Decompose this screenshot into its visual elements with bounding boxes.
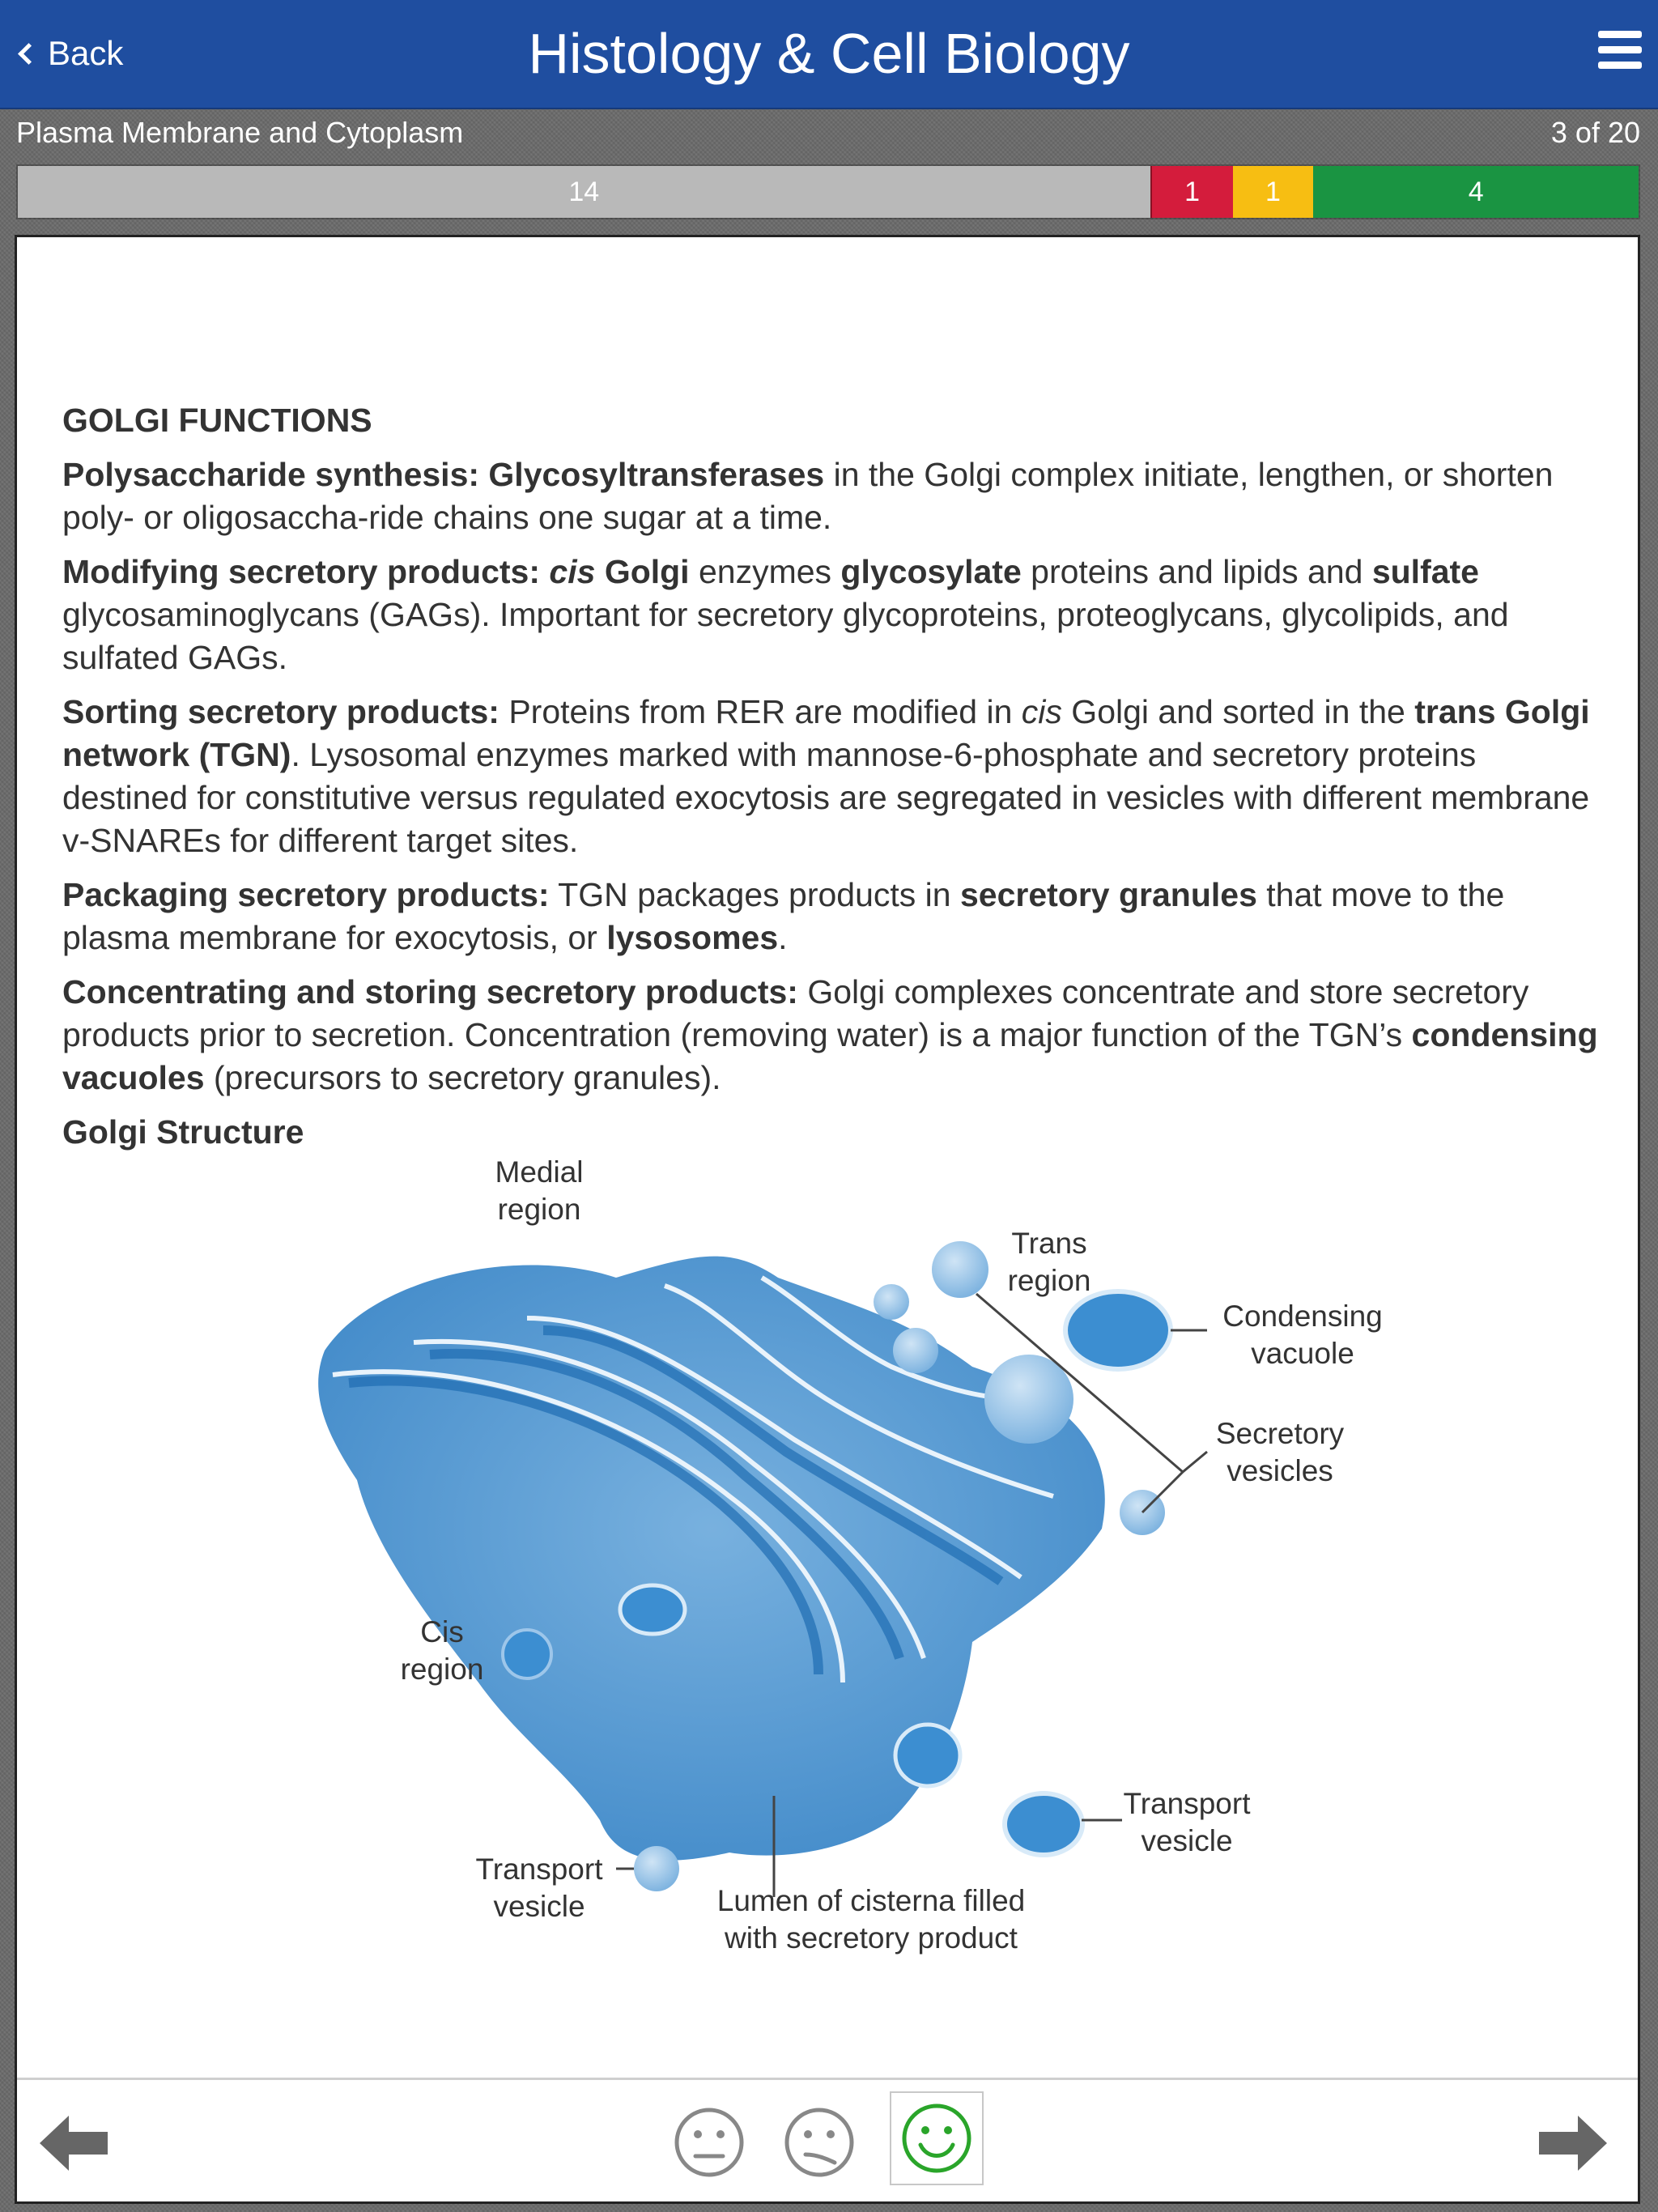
unsure-face-button[interactable]	[775, 2098, 864, 2187]
neutral-face-icon	[665, 2098, 754, 2187]
transport-vesicle-left	[634, 1846, 679, 1891]
arrow-right-icon	[1533, 2111, 1613, 2176]
condensing-vacuole	[1065, 1291, 1171, 1369]
medial-label: Medial	[495, 1156, 584, 1189]
cis-label-2: region	[400, 1653, 484, 1686]
term: Polysaccharide synthesis: Glycosyltransferases	[62, 456, 825, 493]
deck-info-bar	[0, 109, 1658, 158]
text: . Lysosomal enzymes marked with mannose-6-phosphate and secretory proteins destined for constitutive versus regulated exocytosis are segregated in vesicles with different membrane v-SNAREs for different target sites.	[62, 736, 1590, 859]
text: that move to the plasma membrane for exocytosis, or	[62, 876, 1505, 956]
back-label: Back	[48, 34, 124, 72]
neutral-face-button[interactable]	[665, 2098, 754, 2187]
progress-bar	[18, 166, 1639, 218]
cis-vesicle	[503, 1630, 551, 1678]
hamburger-icon-line	[1598, 46, 1642, 53]
previous-card-button[interactable]	[33, 2111, 114, 2176]
transport-left-label-2: vesicle	[493, 1890, 585, 1923]
card-content	[62, 399, 1601, 1165]
transport-right-label-2: vesicle	[1141, 1824, 1233, 1857]
term: Concentrating and storing secretory products:	[62, 973, 798, 1010]
vesicle	[932, 1241, 988, 1298]
text: (precursors to secretory granules).	[204, 1059, 721, 1096]
paragraph-sorting	[62, 691, 1601, 862]
back-button[interactable]	[15, 29, 123, 78]
vesicle	[620, 1585, 685, 1634]
term: Sorting secretory products:	[62, 693, 500, 730]
chevron-left-icon	[18, 43, 40, 65]
progress-correct: 4	[1313, 166, 1639, 218]
text: Proteins from RER are modified in	[499, 693, 1022, 730]
next-card-button[interactable]	[1533, 2111, 1613, 2176]
lumen-label: Lumen of cisterna filled	[716, 1884, 1026, 1917]
condensing-label-2: vacuole	[1251, 1337, 1354, 1370]
secretory-label: Secretory	[1215, 1417, 1345, 1450]
term: sulfate	[1371, 553, 1479, 590]
term: secretory granules	[959, 876, 1257, 913]
term: condensing vacuoles	[62, 1016, 1598, 1096]
hamburger-icon	[1598, 31, 1642, 38]
text: glycosaminoglycans (GAGs). Important for secretory glycoproteins, proteoglycans, glycolipids, and sulfated GAGs.	[62, 596, 1509, 676]
progress-wrong: 1	[1150, 166, 1233, 218]
card-counter: 3 of 20	[1550, 116, 1640, 149]
lumen-label-2: with secretory product	[725, 1921, 1018, 1955]
transport-left-label: Transport	[475, 1853, 603, 1886]
vesicle	[893, 1328, 938, 1373]
term: Golgi	[595, 553, 690, 590]
term: trans Golgi network (TGN)	[62, 693, 1590, 773]
paragraph-concentrating	[62, 971, 1601, 1100]
trans-label-2: region	[1007, 1264, 1091, 1297]
top-navigation-bar	[0, 0, 1658, 109]
golgi-illustration	[276, 1156, 1458, 1966]
transport-vesicle	[1005, 1793, 1082, 1855]
paragraph-packaging	[62, 874, 1601, 959]
trans-label: Trans	[1011, 1227, 1087, 1260]
section-heading: GOLGI FUNCTIONS	[62, 402, 372, 439]
transport-right-label: Transport	[1123, 1787, 1251, 1820]
vesicle	[984, 1355, 1073, 1444]
cis-label: Cis	[420, 1615, 464, 1648]
vesicle	[895, 1725, 960, 1786]
happy-face-button[interactable]	[890, 2091, 984, 2185]
menu-button[interactable]	[1598, 31, 1642, 70]
structure-heading: Golgi Structure	[62, 1113, 304, 1151]
golgi-diagram	[276, 1156, 1458, 1966]
paragraph-polysaccharide	[62, 453, 1601, 539]
text: in the Golgi complex initiate, lengthen, or shorten poly- or oligosaccha-ride chains one sugar at a time.	[62, 456, 1554, 536]
unsure-face-icon	[775, 2098, 864, 2187]
term: Packaging secretory products:	[62, 876, 550, 913]
term: Modifying secretory products:	[62, 553, 550, 590]
app-title: Histology & Cell Biology	[528, 22, 1130, 85]
term: lysosomes	[606, 919, 779, 956]
text: Golgi complexes concentrate and store secretory products prior to secretion. Concentration (removing water) is a major function of the TGN’s	[62, 973, 1529, 1053]
chapter-title: Plasma Membrane and Cytoplasm	[16, 116, 464, 149]
text: .	[778, 919, 788, 956]
text: cis	[1021, 693, 1062, 730]
secretory-label-2: vesicles	[1226, 1454, 1333, 1487]
progress-unseen: 14	[18, 166, 1150, 218]
progress-unsure: 1	[1233, 166, 1314, 218]
condensing-label: Condensing	[1222, 1300, 1383, 1333]
happy-face-icon	[891, 2093, 982, 2184]
text: Golgi and sorted in the	[1061, 693, 1415, 730]
card-toolbar	[17, 2078, 1638, 2201]
hamburger-icon-line	[1598, 62, 1642, 69]
medial-label-2: region	[497, 1193, 581, 1226]
golgi-body	[318, 1257, 1105, 1861]
flashcard	[15, 235, 1640, 2204]
term: glycosylate	[840, 553, 1022, 590]
term: cis	[549, 553, 596, 590]
text: enzymes	[689, 553, 841, 590]
vesicle	[874, 1284, 909, 1320]
paragraph-modifying	[62, 551, 1601, 679]
text: proteins and lipids and	[1021, 553, 1372, 590]
text: TGN packages products in	[549, 876, 960, 913]
arrow-left-icon	[33, 2111, 114, 2176]
